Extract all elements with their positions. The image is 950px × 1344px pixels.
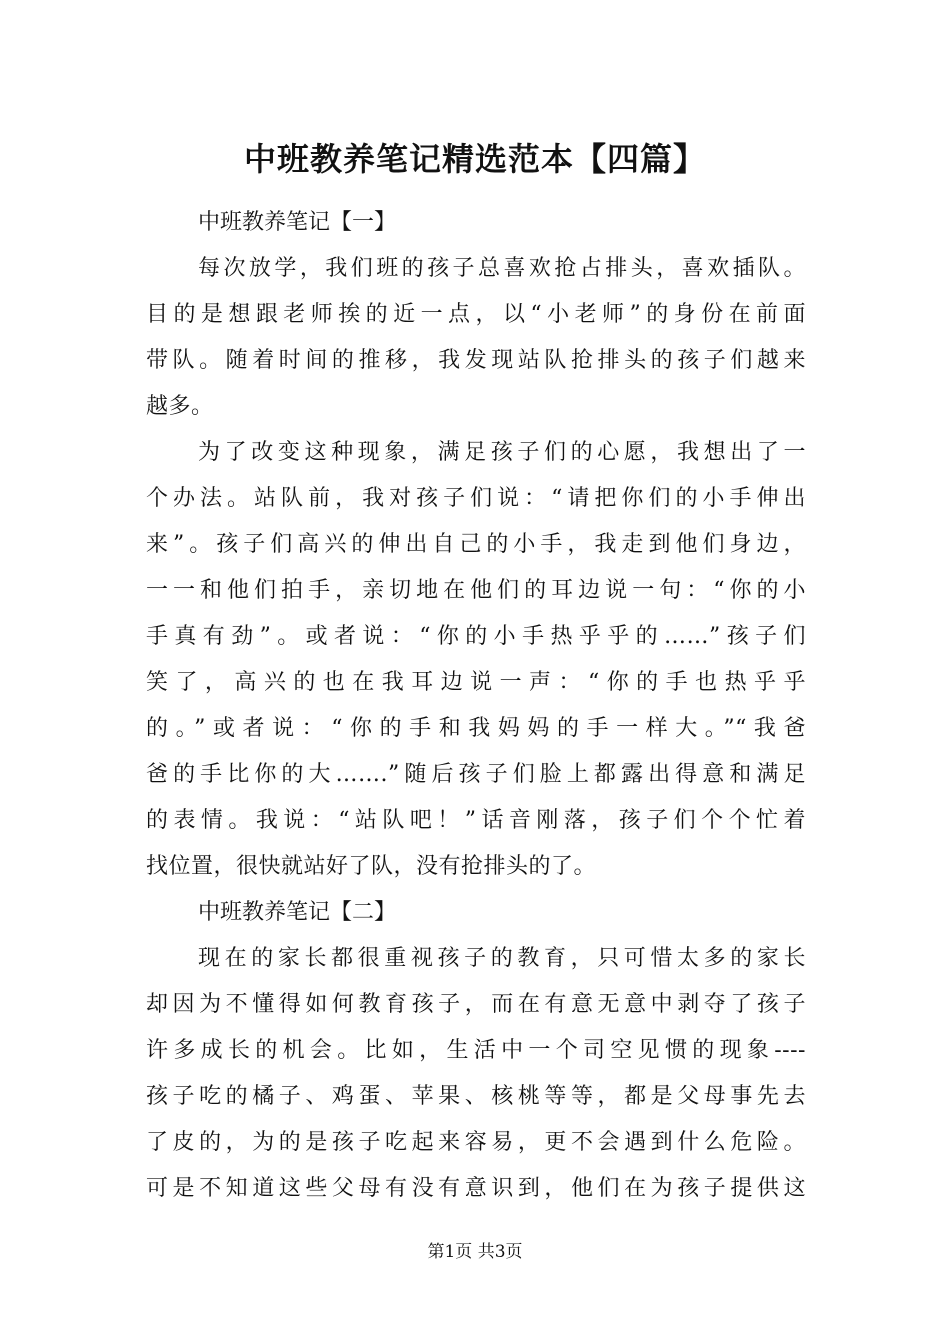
- paragraph: [146, 430, 806, 890]
- text-line: 每次放学，我们班的孩子总喜欢抢占排头，喜欢插队。: [198, 256, 806, 281]
- text-line: 笑了，高兴的也在我耳边说一声：“你的手也热乎乎: [146, 670, 806, 695]
- section-two: [146, 890, 806, 1212]
- paragraph: [146, 246, 806, 430]
- section-heading: 中班教养笔记【一】: [198, 210, 397, 235]
- text-line: 为了改变这种现象，满足孩子们的心愿，我想出了一: [198, 440, 806, 465]
- text-line: 孩子吃的橘子、鸡蛋、苹果、核桃等等，都是父母事先去: [146, 1084, 806, 1109]
- text-line: 可是不知道这些父母有没有意识到，他们在为孩子提供这: [146, 1176, 806, 1201]
- text-line: 目的是想跟老师挨的近一点，以“小老师”的身份在前面: [146, 302, 806, 327]
- text-line: 爸的手比你的大…….”随后孩子们脸上都露出得意和满足: [146, 762, 806, 787]
- text-line: 手真有劲”。或者说：“你的小手热乎乎的……”孩子们: [146, 624, 806, 649]
- text-line: 现在的家长都很重视孩子的教育，只可惜太多的家长: [198, 946, 806, 971]
- text-line: 一一和他们拍手，亲切地在他们的耳边说一句：“你的小: [146, 578, 806, 603]
- page-footer: 第1页 共3页: [427, 1242, 523, 1262]
- section-one: [146, 200, 806, 890]
- paragraph: [146, 936, 806, 1212]
- text-line: 来”。孩子们高兴的伸出自己的小手，我走到他们身边，: [146, 532, 806, 557]
- text-line: 越多。: [146, 394, 214, 419]
- document-title: 中班教养笔记精选范本【四篇】: [243, 140, 706, 178]
- text-line: 带队。随着时间的推移，我发现站队抢排头的孩子们越来: [146, 348, 806, 373]
- text-line: 的表情。我说：“站队吧！”话音刚落，孩子们个个忙着: [146, 808, 806, 833]
- section-heading: 中班教养笔记【二】: [198, 900, 397, 925]
- text-line: 的。”或者说：“你的手和我妈妈的手一样大。”“我爸: [146, 716, 806, 741]
- text-line: 了皮的，为的是孩子吃起来容易，更不会遇到什么危险。: [146, 1130, 806, 1155]
- text-line: 许多成长的机会。比如，生活中一个司空见惯的现象----: [146, 1038, 806, 1063]
- document-body: [146, 200, 806, 1212]
- text-line: 找位置，很快就站好了队，没有抢排头的了。: [146, 854, 597, 879]
- text-line: 却因为不懂得如何教育孩子，而在有意无意中剥夺了孩子: [146, 992, 806, 1017]
- text-line: 个办法。站队前，我对孩子们说：“请把你们的小手伸出: [146, 486, 806, 511]
